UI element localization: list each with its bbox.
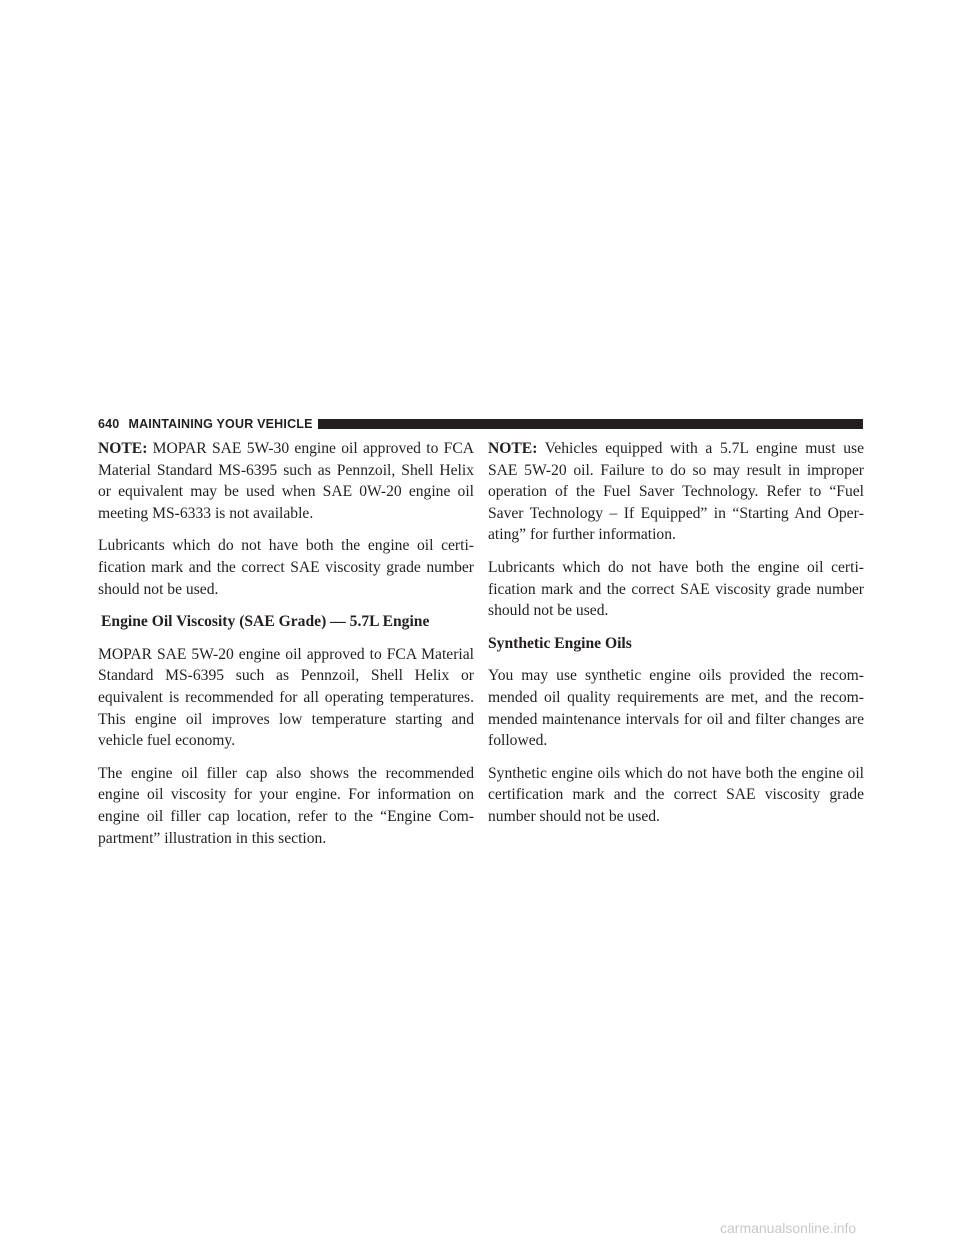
section-title: MAINTAINING YOUR VEHICLE xyxy=(128,417,313,431)
synthetic-oils-heading: Synthetic Engine Oils xyxy=(488,634,632,652)
note-label: NOTE: xyxy=(488,440,538,457)
lubricants-paragraph: Lubricants which do not have both the engine oil certification mark and the correct SAE viscosity grade number should not be used. xyxy=(98,537,474,598)
watermark-text: carmanualsonline.info xyxy=(720,1220,857,1236)
mopar-5w20-paragraph: MOPAR SAE 5W-20 engine oil approved to FCA Material Standard MS-6395 such as Pennzoil, Shell Helix or equivalent is recommended for all operating temperatures. This engine oil improves low temperature starting and vehicle fuel economy. xyxy=(98,645,474,750)
note-text: Vehicles equipped with a 5.7L engine must use SAE 5W-20 oil. Failure to do so may result in improper operation of the Fuel Saver Technology. Refer to “Fuel Saver Technology – If Equipped” in “Starting And Operating” for further information. xyxy=(488,440,864,544)
lubricants-paragraph: Lubricants which do not have both the engine oil certification mark and the correct SAE viscosity grade number should not be used. xyxy=(488,558,864,620)
note-paragraph-5-7l xyxy=(488,438,864,546)
note-label: NOTE: xyxy=(98,440,148,457)
note-text: MOPAR SAE 5W-30 engine oil approved to FCA Material Standard MS-6395 such as Pennzoil, Shell Helix or equivalent may be used when SAE 0W-20 engine oil meeting MS-6333 is not available. xyxy=(98,440,474,522)
synthetic-cert-paragraph: Synthetic engine oils which do not have both the engine oil certification mark and the correct SAE viscosity grade number should not be used. xyxy=(488,764,864,825)
note-paragraph-mopar-5w30 xyxy=(98,438,474,524)
right-column xyxy=(488,438,864,839)
page-number: 640 xyxy=(98,417,120,431)
synthetic-use-paragraph: You may use synthetic engine oils provided the recommended oil quality requirements are met, and the recommended maintenance intervals for oil and filter changes are followed. xyxy=(488,667,864,750)
filler-cap-paragraph: The engine oil filler cap also shows the recommended engine oil viscosity for your engine. For information on engine oil filler cap location, refer to the “Engine Compartment” illustration in this section. xyxy=(98,764,474,847)
header-rule xyxy=(318,419,863,429)
page-header xyxy=(98,417,863,431)
viscosity-heading: Engine Oil Viscosity (SAE Grade) — 5.7L Engine xyxy=(101,613,430,631)
left-column xyxy=(98,438,474,860)
